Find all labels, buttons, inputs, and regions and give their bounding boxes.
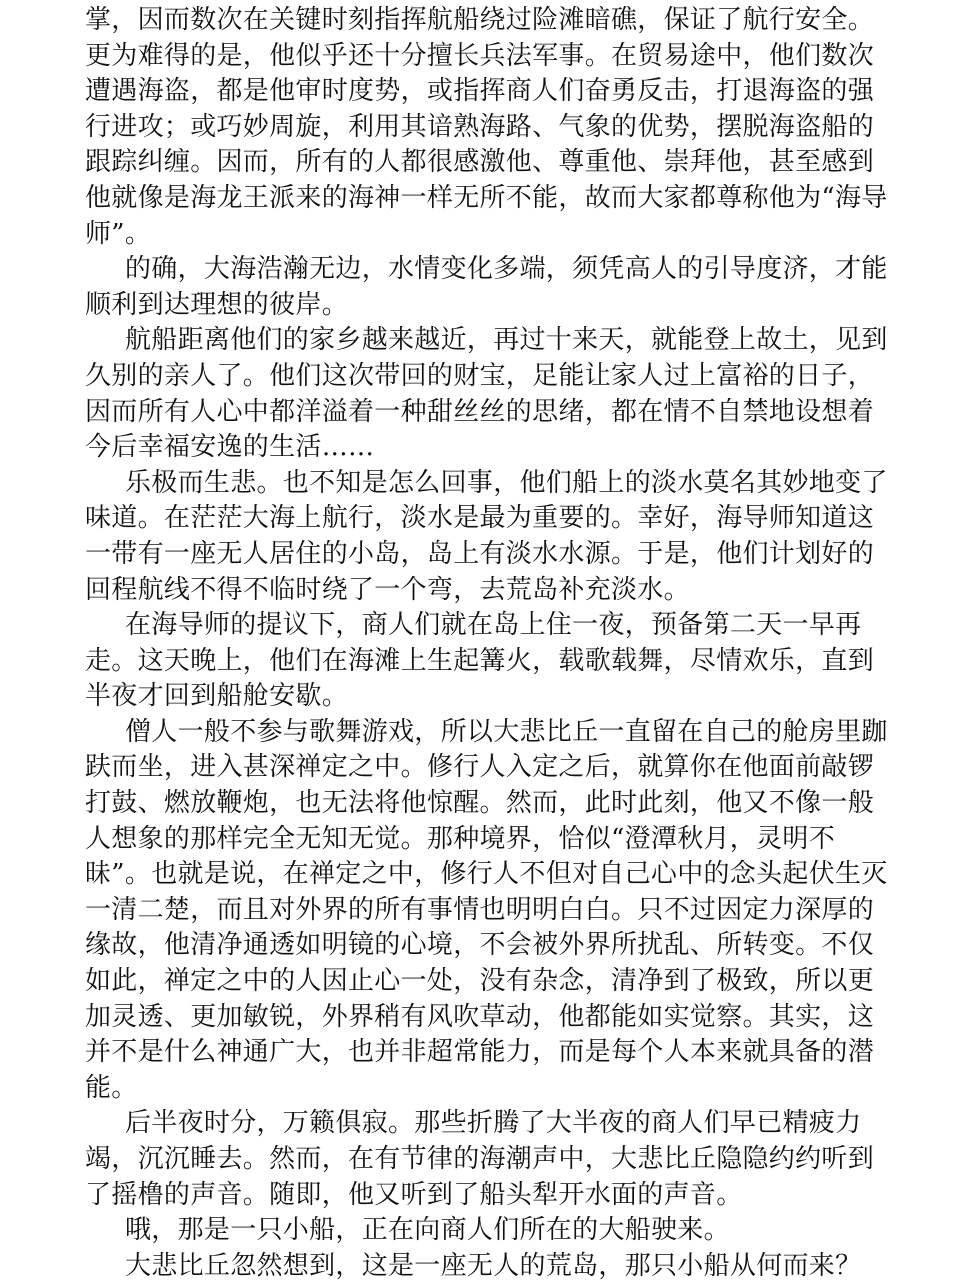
text-line: 航船距离他们的家乡越来越近，再过十来天，就能登上故土，见到 bbox=[125, 325, 888, 356]
text-line: 的确，大海浩瀚无边，水情变化多端，须凭高人的引导度济，才能 bbox=[125, 254, 888, 285]
text-line: 后半夜时分，万籁俱寂。那些折腾了大半夜的商人们早已精疲力 bbox=[125, 1108, 862, 1139]
text-line: 大悲比丘忽然想到，这是一座无人的荒岛，那只小船从何而来？ bbox=[125, 1250, 862, 1281]
text-line: 趺而坐，进入甚深禅定之中。修行人入定之后，就算你在他面前敲锣 bbox=[85, 752, 875, 783]
text-line: 并不是什么神通广大，也并非超常能力，而是每个人本来就具备的潜 bbox=[85, 1037, 875, 1068]
text-line: 走。这天晚上，他们在海滩上生起篝火，载歌载舞，尽情欢乐，直到 bbox=[85, 645, 875, 676]
text-line: 竭，沉沉睡去。然而，在有节律的海潮声中，大悲比丘隐隐约约听到 bbox=[85, 1144, 875, 1174]
text-line: 如此，禅定之中的人因止心一处，没有杂念，清净到了极致，所以更 bbox=[85, 966, 875, 997]
text-line: 在海导师的提议下，商人们就在岛上住一夜，预备第二天一早再 bbox=[125, 610, 862, 641]
text-line: 跟踪纠缠。因而，所有的人都很感激他、尊重他、崇拜他，甚至感到 bbox=[85, 147, 875, 178]
text-line: 行进攻；或巧妙周旋，利用其谙熟海路、气象的优势，摆脱海盗船的 bbox=[85, 111, 875, 142]
text-line: 掌，因而数次在关键时刻指挥航船绕过险滩暗礁，保证了航行安全。 bbox=[85, 5, 875, 35]
text-line: 昧”。也就是说，在禅定之中，修行人不但对自己心中的念头起伏生灭 bbox=[85, 859, 888, 890]
text-line: 顺利到达理想的彼岸。 bbox=[85, 289, 349, 320]
text-line: 久别的亲人了。他们这次带回的财宝，足能让家人过上富裕的日子， bbox=[85, 360, 875, 391]
text-line: 遭遇海盗，都是他审时度势，或指挥商人们奋勇反击，打退海盗的强 bbox=[85, 76, 875, 107]
text-line: 他就像是海龙王派来的海神一样无所不能，故而大家都尊称他为“海导 bbox=[85, 182, 888, 213]
text-line: 了摇橹的声音。随即，他又听到了船头犁开水面的声音。 bbox=[85, 1179, 743, 1210]
text-line: 加灵透、更加敏锐，外界稍有风吹草动，他都能如实觉察。其实，这 bbox=[85, 1001, 875, 1032]
text-line: 更为难得的是，他似乎还十分擅长兵法军事。在贸易途中，他们数次 bbox=[85, 40, 875, 71]
text-line: 人想象的那样完全无知无觉。那种境界，恰似“澄潭秋月，灵明不 bbox=[85, 823, 835, 854]
text-line: 今后幸福安逸的生活…… bbox=[85, 432, 375, 463]
text-line: 味道。在茫茫大海上航行，淡水是最为重要的。幸好，海导师知道这 bbox=[85, 503, 875, 534]
text-column bbox=[85, 3, 895, 1284]
text-line: 僧人一般不参与歌舞游戏，所以大悲比丘一直留在自己的舱房里跏 bbox=[125, 716, 888, 747]
text-line: 师”。 bbox=[85, 218, 152, 249]
text-line: 半夜才回到船舱安歇。 bbox=[85, 681, 349, 712]
text-line: 因而所有人心中都洋溢着一种甜丝丝的思绪，都在情不自禁地设想着 bbox=[85, 396, 875, 427]
text-line: 乐极而生悲。也不知是怎么回事，他们船上的淡水莫名其妙地变了 bbox=[125, 467, 888, 498]
text-line: 一带有一座无人居住的小岛，岛上有淡水水源。于是，他们计划好的 bbox=[85, 538, 875, 569]
text-line: 一清二楚，而且对外界的所有事情也明明白白。只不过因定力深厚的 bbox=[85, 894, 875, 925]
text-line: 哦，那是一只小船，正在向商人们所在的大船驶来。 bbox=[125, 1215, 730, 1246]
text-line: 缘故，他清净通透如明镜的心境，不会被外界所扰乱、所转变。不仅 bbox=[85, 930, 875, 961]
text-line: 打鼓、燃放鞭炮，也无法将他惊醒。然而，此时此刻，他又不像一般 bbox=[85, 788, 875, 819]
text-line: 能。 bbox=[85, 1072, 138, 1103]
text-line: 回程航线不得不临时绕了一个弯，去荒岛补充淡水。 bbox=[85, 574, 690, 605]
